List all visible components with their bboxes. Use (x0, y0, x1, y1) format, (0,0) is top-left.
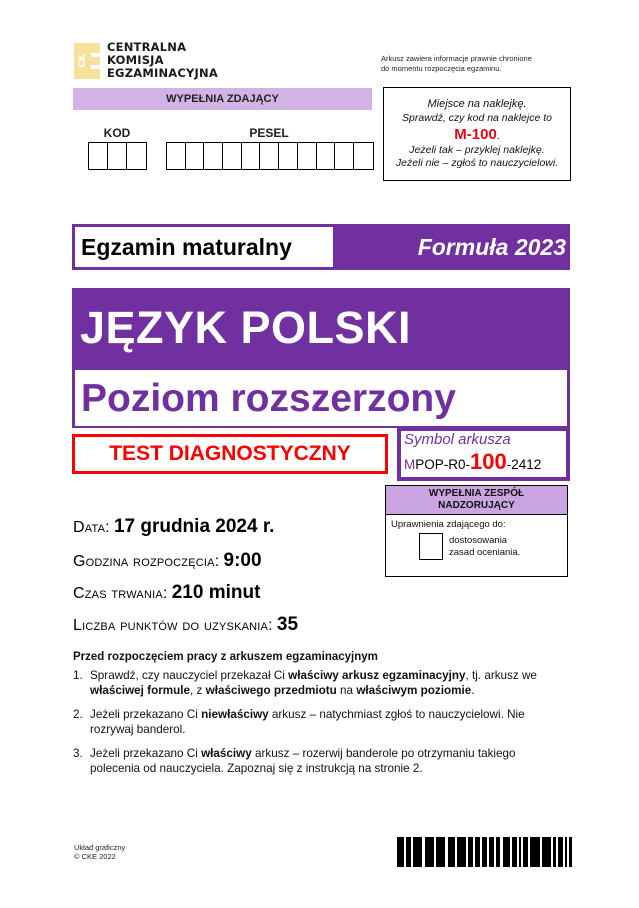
pesel-digit-box[interactable] (317, 143, 336, 169)
logo-line: KOMISJA (107, 53, 164, 67)
exam-max-points (73, 614, 298, 636)
instruction-text: Jeżeli przekazano Ci właściwy arkusz – rozerwij banderole po otrzymaniu takiego polecenia od nauczyciela. Zapoznaj się z instrukcją na stronie 2. (90, 747, 516, 775)
instruction-number: 1. (73, 669, 83, 682)
pesel-digit-box[interactable] (167, 143, 186, 169)
copyright-note (74, 843, 125, 861)
permissions-label: Uprawnienia zdającego do: (391, 519, 506, 530)
kod-label: KOD (103, 126, 131, 140)
info-label: Liczba punktów do uzyskania: (73, 617, 273, 634)
info-value: 35 (276, 614, 299, 635)
copyright-text: © CKE 2022 (74, 852, 116, 861)
sticker-yes-text: Jeżeli tak – przyklej naklejkę. (409, 144, 545, 156)
supervisors-section-title (386, 486, 567, 515)
logo-line: EGZAMINACYJNA (107, 66, 218, 80)
candidate-section-title: WYPEŁNIA ZDAJĄCY (73, 88, 372, 110)
barcode-bar (457, 837, 466, 867)
kod-digit-box[interactable] (89, 143, 108, 169)
info-label: Godzina rozpoczęcia: (73, 553, 220, 570)
sheet-symbol-label: Symbol arkusza (404, 431, 511, 448)
info-value: 17 grudnia 2024 r. (113, 516, 275, 537)
cke-logo-icon (74, 43, 100, 79)
pesel-label: PESEL (249, 126, 289, 140)
instructions-list (73, 668, 563, 785)
option-line: zasad oceniania. (449, 546, 521, 558)
diagnostic-test-label: TEST DIAGNOSTYCZNY (72, 434, 388, 474)
instruction-number: 3. (73, 747, 83, 760)
institution-name (107, 41, 218, 80)
symbol-suffix: -2412 (506, 457, 542, 472)
note-line: do momentu rozpoczęcia egzaminu. (381, 63, 502, 73)
exam-level: Poziom rozszerzony (81, 377, 456, 420)
pesel-digit-box[interactable] (279, 143, 298, 169)
instruction-text: Sprawdź, czy nauczyciel przekazał Ci właściwy arkusz egzaminacyjny, tj. arkusz we właściwej formule, z właściwego przedmiotu na właściwym poziomie. (90, 669, 537, 697)
symbol-number: 100 (470, 449, 507, 474)
exam-start-time (73, 550, 262, 572)
instructions-heading: Przed rozpoczęciem pracy z arkuszem egzaminacyjnym (73, 651, 378, 663)
exam-formula: Formuła 2023 (417, 234, 566, 260)
layout-note: Układ graficzny (74, 843, 126, 852)
barcode (397, 837, 572, 867)
pesel-digit-box[interactable] (298, 143, 317, 169)
supervisors-section (385, 485, 568, 577)
pesel-digit-box[interactable] (242, 143, 261, 169)
pesel-digit-box[interactable] (354, 143, 373, 169)
barcode-bar (448, 837, 455, 867)
sticker-placeholder (383, 87, 571, 181)
barcode-bar (503, 837, 510, 867)
adjusted-grading-option (419, 533, 567, 560)
instruction-number: 2. (73, 708, 83, 721)
pesel-digit-box[interactable] (204, 143, 223, 169)
pesel-digit-box[interactable] (223, 143, 242, 169)
sticker-code-period: . (496, 130, 500, 142)
supervisors-title-line: WYPEŁNIA ZESPÓŁ (428, 488, 525, 499)
kod-input[interactable] (88, 142, 147, 170)
info-label: Data: (73, 519, 110, 536)
exam-duration (73, 582, 260, 604)
barcode-bar (542, 837, 551, 867)
subject-title: JĘZYK POLSKI (80, 302, 412, 353)
option-line: dostosowania (449, 534, 508, 546)
logo-line: CENTRALNA (107, 40, 187, 54)
symbol-prefix: POP-R0- (415, 457, 471, 472)
adjusted-grading-checkbox[interactable] (419, 533, 443, 560)
protected-info-note (381, 54, 532, 73)
adjusted-grading-label (449, 535, 520, 559)
kod-digit-box[interactable] (127, 143, 146, 169)
barcode-bar (425, 837, 434, 867)
note-line: Arkusz zawiera informacje prawnie chronione (381, 54, 532, 63)
svg-text:CK: CK (78, 54, 88, 68)
instruction-text: Jeżeli przekazano Ci niewłaściwy arkusz – natychmiast zgłoś to nauczycielowi. Nie rozrywaj banderol. (90, 708, 525, 736)
pesel-digit-box[interactable] (186, 143, 205, 169)
info-value: 9:00 (223, 550, 262, 571)
sticker-title: Miejsce na naklejkę. (427, 98, 527, 110)
sticker-check-text: Sprawdź, czy kod na naklejce to (402, 112, 552, 124)
barcode-bar (569, 837, 571, 867)
instruction-item (73, 668, 563, 698)
barcode-bar (413, 837, 422, 867)
barcode-bar (436, 837, 445, 867)
pesel-input[interactable] (166, 142, 374, 170)
instruction-item (73, 746, 563, 776)
supervisors-title-line: NADZORUJĄCY (438, 500, 515, 511)
pesel-digit-box[interactable] (260, 143, 279, 169)
exam-date (73, 516, 274, 538)
sheet-symbol-code (404, 449, 566, 478)
sticker-code: M-100 (454, 126, 497, 143)
exam-type: Egzamin maturalny (75, 227, 333, 267)
pesel-digit-box[interactable] (335, 143, 354, 169)
barcode-bar (397, 837, 404, 867)
sheet-symbol (401, 431, 566, 477)
kod-digit-box[interactable] (108, 143, 127, 169)
sticker-no-text: Jeżeli nie – zgłoś to nauczycielowi. (395, 157, 559, 169)
barcode-bar (530, 837, 539, 867)
instruction-item (73, 707, 563, 737)
symbol-prefix-m: M (404, 457, 416, 472)
info-value: 210 minut (171, 582, 261, 603)
info-label: Czas trwania: (73, 585, 168, 602)
